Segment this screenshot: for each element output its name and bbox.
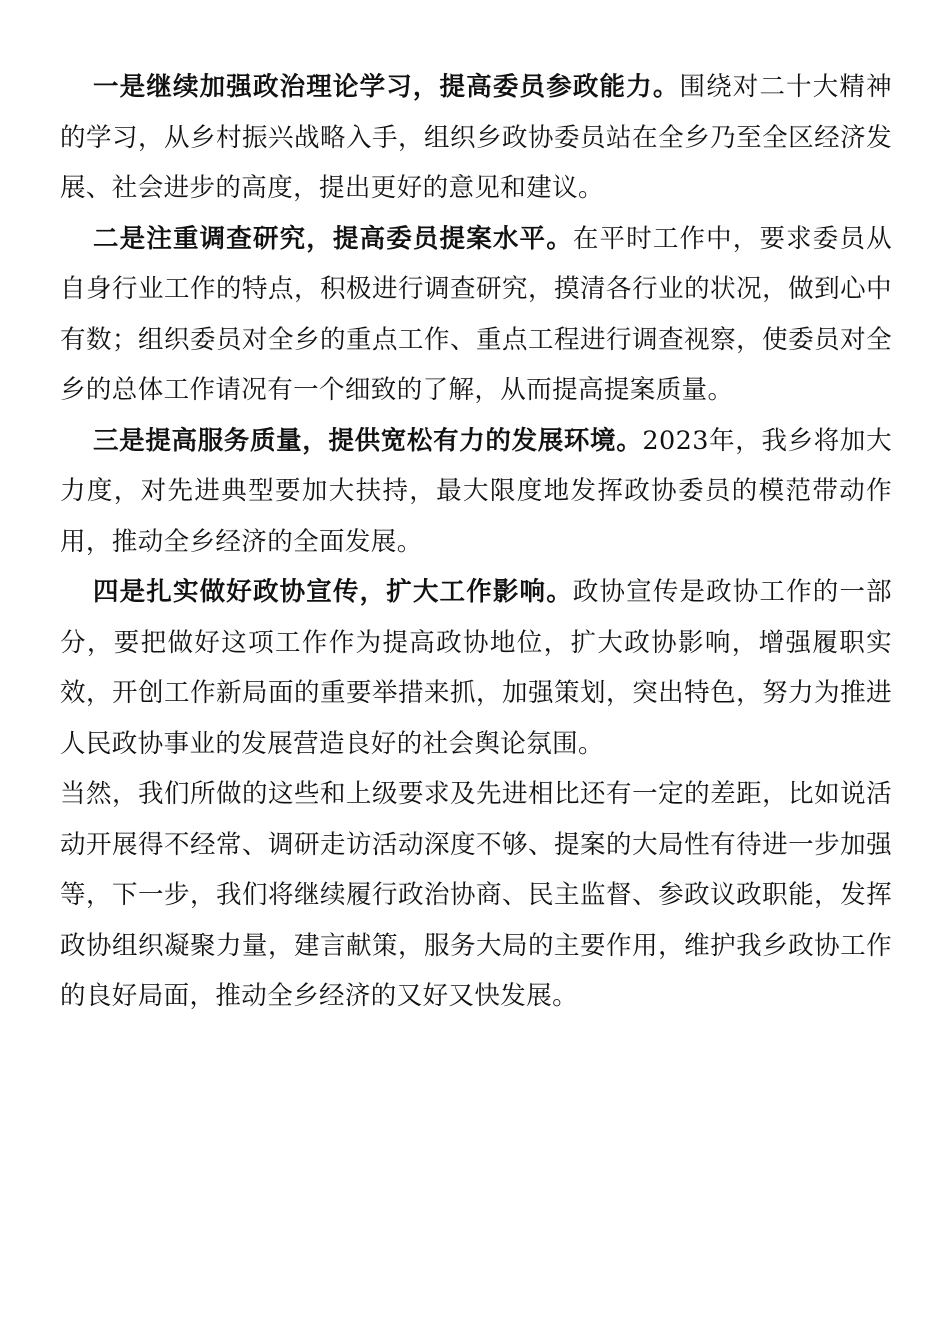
paragraph-3-body: 2023年，我乡将加大力度，对先进典型要加大扶持，最大限度地发挥政协委员的模范带动作用，推动全乡经济的全面发展。 — [60, 425, 892, 557]
document-page — [60, 62, 892, 1022]
closing-paragraph: 当然，我们所做的这些和上级要求及先进相比还有一定的差距，比如说活动开展得不经常、调研走访活动深度不够、提案的大局性有待进一步加强等，下一步，我们将继续履行政治协商、民主监督、参政议政职能，发挥政协组织凝聚力量，建言献策，服务大局的主要作用，维护我乡政协工作的良好局面，推动全乡经济的又好又快发展。 — [60, 779, 892, 1011]
paragraph-3-heading: 三是提高服务质量，提供宽松有力的发展环境。 — [93, 425, 643, 456]
paragraph-1-body: 围绕对二十大精神的学习，从乡村振兴战略入手，组织乡政协委员站在全乡乃至全区经济发展、社会进步的高度，提出更好的意见和建议。 — [60, 72, 892, 203]
paragraph-4 — [60, 567, 892, 769]
paragraph-1 — [60, 62, 892, 214]
paragraph-2 — [60, 214, 892, 416]
paragraph-2-body: 在平时工作中，要求委员从自身行业工作的特点，积极进行调查研究，摸清各行业的状况，做到心中有数；组织委员对全乡的重点工作、重点工程进行调查视察，使委员对全乡的总体工作请况有一个细致的了解，从而提高提案质量。 — [60, 223, 892, 405]
paragraph-3 — [60, 416, 892, 568]
paragraph-4-body: 政协宣传是政协工作的一部分，要把做好这项工作作为提高政协地位，扩大政协影响，增强履职实效，开创工作新局面的重要举措来抓，加强策划，突出特色，努力为推进人民政协事业的发展营造良好的社会舆论氛围。 — [60, 577, 892, 759]
paragraph-2-heading: 二是注重调查研究，提高委员提案水平。 — [93, 223, 573, 254]
paragraph-1-heading: 一是继续加强政治理论学习，提高委员参政能力。 — [93, 72, 680, 102]
paragraph-4-heading: 四是扎实做好政协宣传，扩大工作影响。 — [93, 577, 573, 607]
